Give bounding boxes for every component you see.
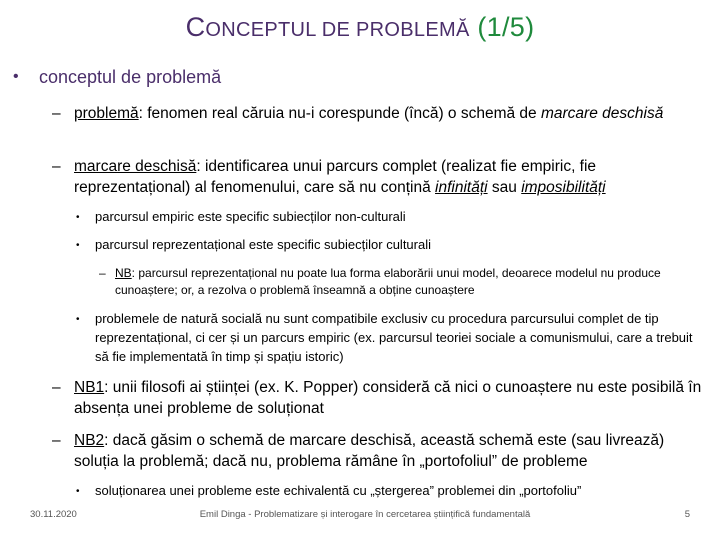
bullet-dot-icon: •	[13, 68, 19, 85]
term-problema: problemă	[74, 105, 139, 122]
bullet-text: conceptul de problemă	[39, 67, 222, 87]
item-marcare	[52, 156, 707, 198]
nb-note	[99, 265, 699, 299]
bullet-dot-icon: •	[76, 240, 80, 251]
nb1-label: NB1	[74, 379, 105, 396]
nb2-text: : dacă găsim o schemă de marcare deschisă, această schemă este (sau livrează) soluția la problemă; dacă nu, problema rămâne în „portofoliul” de probleme	[74, 432, 665, 470]
footer-author: Emil Dinga - Problematizare și interogare în cercetarea științifică fundamentală	[199, 509, 531, 520]
bullet-dot-icon: •	[76, 212, 80, 223]
dash-icon: –	[52, 432, 61, 449]
bullet-dot-icon: •	[76, 314, 80, 325]
dash-icon: –	[99, 266, 106, 280]
item-text	[74, 156, 707, 198]
slide-title	[0, 12, 720, 43]
term-marcare: marcare deschisă	[74, 158, 197, 175]
sub-text: parcursul empiric este specific subiecților non-culturali	[95, 209, 406, 224]
title-rest: ONCEPTUL DE PROBLEMĂ	[205, 19, 470, 41]
dash-icon: –	[52, 379, 61, 396]
item-a-text: : fenomen real căruia nu-i corespunde (încă) o schemă de	[138, 105, 541, 122]
nb-text	[115, 265, 699, 299]
sub-text: soluționarea unei probleme este echivalentă cu „ștergerea” problemei din „portofoliu”	[95, 483, 582, 498]
nb2-label: NB2	[74, 432, 105, 449]
nb-label: NB	[115, 266, 132, 280]
bullet-dot-icon: •	[76, 486, 80, 497]
dash-icon: –	[52, 105, 61, 122]
bullet-level1	[13, 67, 703, 88]
item-text	[74, 103, 707, 124]
item-b-italic1: infinități	[435, 179, 488, 196]
item-b-mid: sau	[487, 179, 522, 196]
item-text	[74, 377, 707, 419]
sub-item-3	[76, 309, 696, 366]
item-problema	[52, 103, 707, 124]
nb1-text: : unii filosofi ai științei (ex. K. Popper) consideră că nici o cunoaștere nu este posibilă în absența unei probleme de soluționat	[74, 379, 702, 417]
item-nb2	[52, 430, 707, 472]
item-a-italic: marcare deschisă	[540, 105, 664, 122]
title-initial: C	[185, 12, 206, 42]
sub-text: problemele de natură socială nu sunt compatibile exclusiv cu procedura parcursului complet de tip reprezentațional, ci cer și un parcurs empiric (ex. parcursul teoriei sociale a comunismului, care a trebuit să fie implementată în timp și spațiu istoric)	[95, 311, 693, 364]
item-text	[74, 430, 707, 472]
nb-body: : parcursul reprezentațional nu poate lua forma elaborării unui model, deoarece modelul nu produce cunoaștere; or, a rezolva o problemă înseamnă a obține cunoaștere	[115, 266, 661, 297]
sub-item-2	[76, 235, 696, 255]
item-b-italic2: imposibilități	[521, 179, 606, 196]
sub-item-1	[76, 207, 696, 227]
sub-text: parcursul reprezentațional este specific subiecților culturali	[95, 237, 431, 252]
sub-item-4	[76, 481, 696, 501]
page-number: 5	[684, 509, 690, 520]
item-nb1	[52, 377, 707, 419]
title-part: (1/5)	[477, 12, 535, 42]
dash-icon: –	[52, 158, 61, 175]
footer-date: 30.11.2020	[30, 509, 77, 520]
item-b-text: : identificarea unui parcurs complet (realizat fie empiric, fie reprezentațional) al fenomenului, care să nu conțină	[74, 158, 597, 196]
